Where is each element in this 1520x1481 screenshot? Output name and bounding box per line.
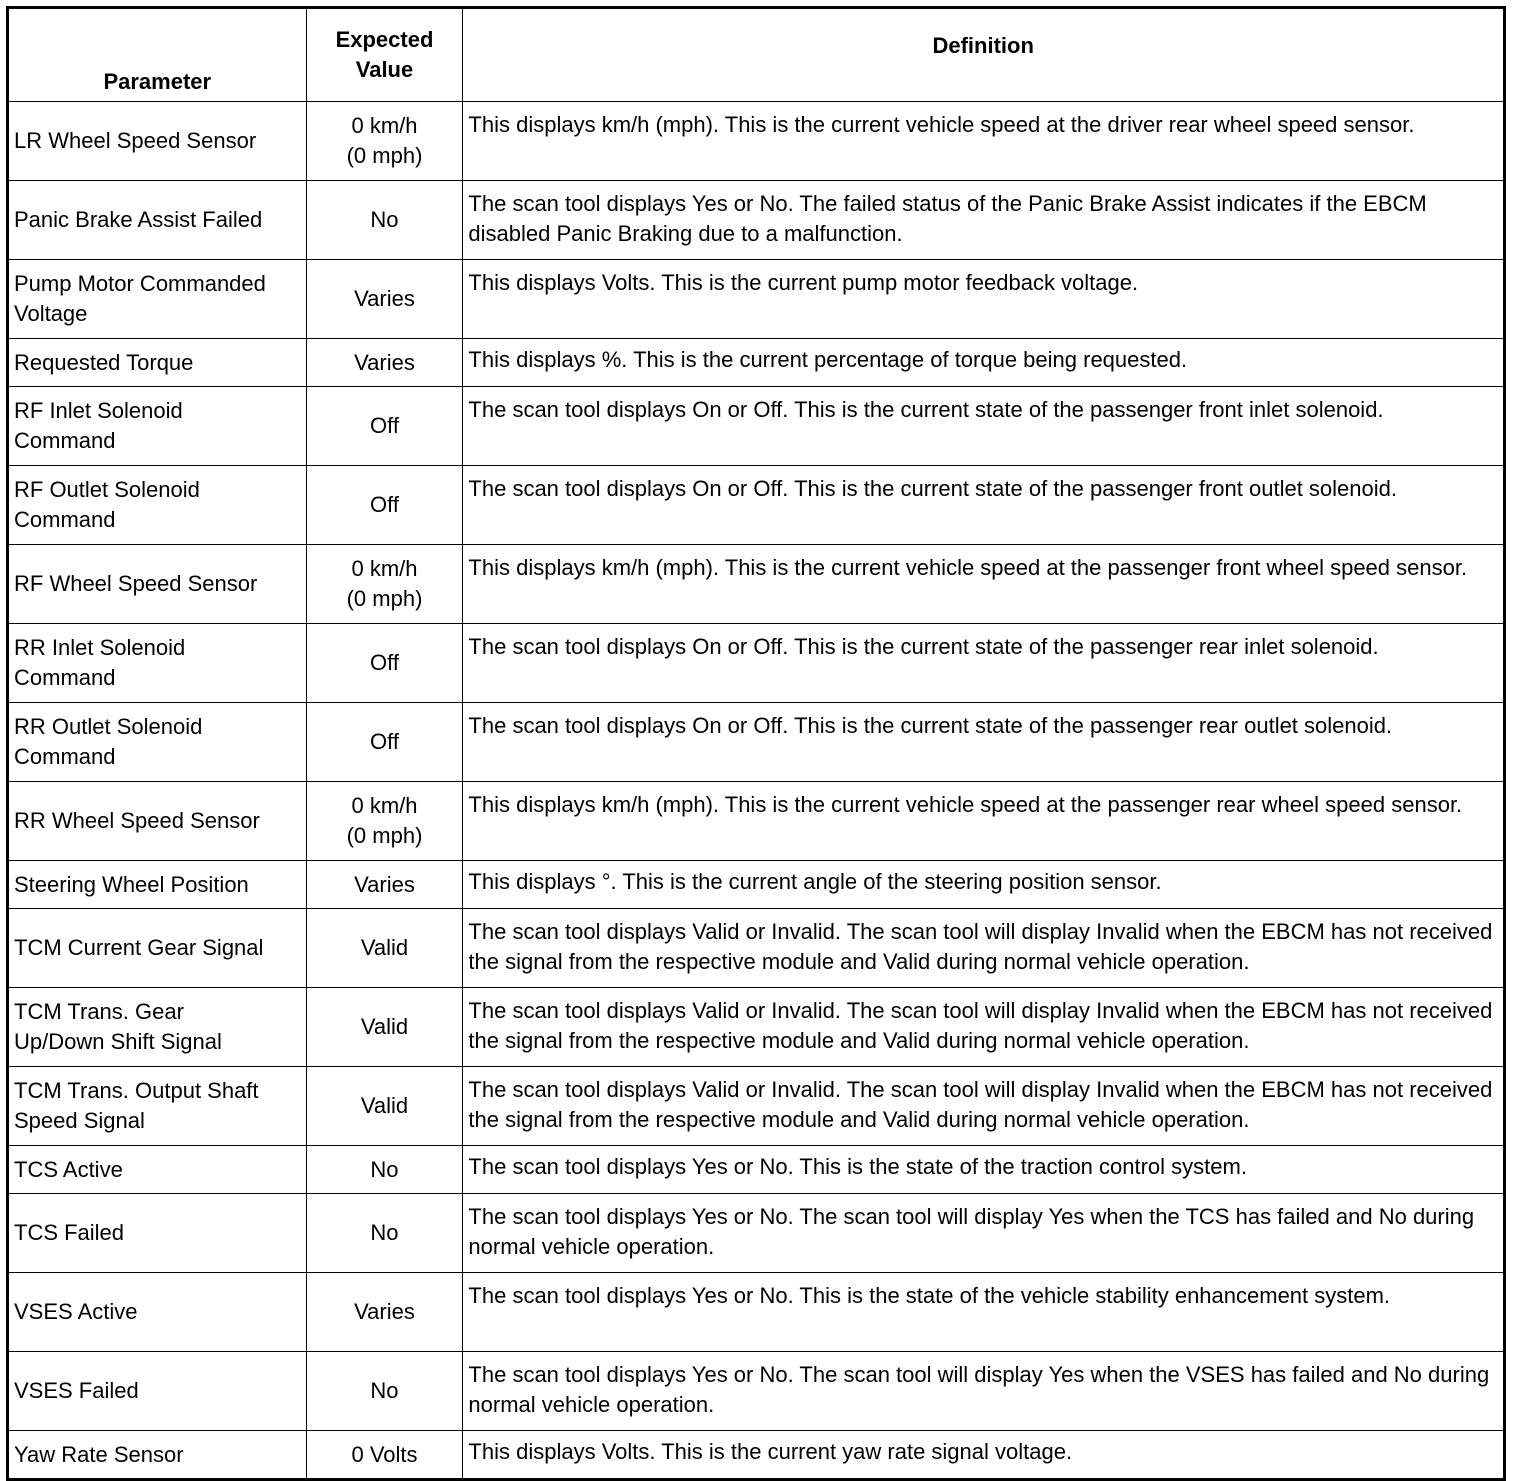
parameter-cell [8, 545, 307, 624]
table-row [8, 102, 1505, 181]
expected-value-cell-line: No [370, 1378, 399, 1403]
header-definition: Definition [463, 8, 1505, 102]
expected-value-cell [306, 703, 463, 782]
expected-value-cell [306, 1431, 463, 1480]
definition-cell: The scan tool displays On or Off. This is the current state of the passenger front inlet solenoid. [463, 387, 1505, 466]
definition-cell: The scan tool displays Yes or No. The failed status of the Panic Brake Assist indicates if the EBCM disabled Panic Braking due to a malfunction. [463, 181, 1505, 260]
table-row [8, 1067, 1505, 1146]
header-parameter: Parameter [8, 8, 307, 102]
parameter-cell [8, 260, 307, 339]
table-row [8, 466, 1505, 545]
definition-cell: The scan tool displays On or Off. This is the current state of the passenger rear outlet solenoid. [463, 703, 1505, 782]
table-row [8, 260, 1505, 339]
parameter-cell-line: Pump Motor Commanded [14, 271, 266, 296]
expected-value-cell [306, 545, 463, 624]
definition-cell: The scan tool displays Valid or Invalid. The scan tool will display Invalid when the EBCM has not received the signal from the respective module and Valid during normal vehicle operation. [463, 1067, 1505, 1146]
table-row [8, 703, 1505, 782]
table-row [8, 909, 1505, 988]
parameter-cell-line: Command [14, 665, 116, 690]
expected-value-cell-line: Off [370, 729, 399, 754]
parameter-cell [8, 1067, 307, 1146]
expected-value-cell-line: 0 km/h [351, 556, 418, 581]
expected-value-cell [306, 1146, 463, 1194]
expected-value-cell [306, 1194, 463, 1273]
parameter-cell [8, 1431, 307, 1480]
expected-value-cell-line: (0 mph) [346, 143, 423, 168]
definition-cell: This displays km/h (mph). This is the current vehicle speed at the driver rear wheel speed sensor. [463, 102, 1505, 181]
expected-value-cell-line: No [370, 207, 399, 232]
header-row [8, 8, 1505, 102]
definition-cell: This displays Volts. This is the current pump motor feedback voltage. [463, 260, 1505, 339]
parameter-cell-line: Panic Brake Assist Failed [14, 207, 263, 232]
parameter-cell-line: TCM Current Gear Signal [14, 935, 264, 960]
expected-value-cell [306, 102, 463, 181]
expected-value-cell [306, 339, 463, 387]
expected-value-cell [306, 181, 463, 260]
table-row [8, 782, 1505, 861]
parameter-cell-line: TCS Active [14, 1156, 123, 1182]
table-row [8, 624, 1505, 703]
table-row [8, 861, 1505, 909]
parameter-cell-line: RF Inlet Solenoid [14, 398, 183, 423]
definition-cell: The scan tool displays Valid or Invalid. The scan tool will display Invalid when the EBCM has not received the signal from the respective module and Valid during normal vehicle operation. [463, 988, 1505, 1067]
parameter-cell-line: Requested Torque [14, 349, 194, 375]
parameter-cell-line: Command [14, 428, 116, 453]
definition-cell: The scan tool displays On or Off. This is the current state of the passenger rear inlet solenoid. [463, 624, 1505, 703]
expected-value-cell [306, 909, 463, 988]
definition-cell: The scan tool displays On or Off. This is the current state of the passenger front outlet solenoid. [463, 466, 1505, 545]
definition-cell: The scan tool displays Yes or No. The scan tool will display Yes when the TCS has failed and No during normal vehicle operation. [463, 1194, 1505, 1273]
definition-cell: The scan tool displays Valid or Invalid. The scan tool will display Invalid when the EBCM has not received the signal from the respective module and Valid during normal vehicle operation. [463, 909, 1505, 988]
parameter-cell [8, 466, 307, 545]
table-row [8, 545, 1505, 624]
table-row [8, 1146, 1505, 1194]
expected-value-cell-line: Varies [354, 349, 415, 375]
definition-cell: The scan tool displays Yes or No. The scan tool will display Yes when the VSES has failed and No during normal vehicle operation. [463, 1352, 1505, 1431]
expected-value-cell-line: Valid [360, 1014, 409, 1039]
parameter-table [6, 6, 1506, 1481]
parameter-cell-line: Voltage [14, 301, 88, 326]
parameter-cell-line: RR Inlet Solenoid [14, 635, 186, 660]
expected-value-cell [306, 260, 463, 339]
table-row [8, 181, 1505, 260]
parameter-cell [8, 102, 307, 181]
table-row [8, 1352, 1505, 1431]
expected-value-cell [306, 1352, 463, 1431]
parameter-cell [8, 988, 307, 1067]
parameter-cell [8, 387, 307, 466]
expected-value-cell [306, 988, 463, 1067]
expected-value-cell [306, 387, 463, 466]
parameter-cell [8, 1146, 307, 1194]
parameter-cell [8, 861, 307, 909]
parameter-cell-line: Command [14, 507, 116, 532]
parameter-cell [8, 1352, 307, 1431]
parameter-cell-line: Up/Down Shift Signal [14, 1029, 222, 1054]
definition-cell: This displays °. This is the current angle of the steering position sensor. [463, 861, 1505, 909]
expected-value-cell-line: No [370, 1156, 399, 1182]
expected-value-cell [306, 782, 463, 861]
expected-value-cell-line: (0 mph) [346, 823, 423, 848]
parameter-cell-line: TCM Trans. Gear [14, 999, 184, 1024]
table-row [8, 1431, 1505, 1480]
expected-value-cell-line: Valid [360, 935, 409, 960]
table-row [8, 387, 1505, 466]
parameter-cell-line: Speed Signal [14, 1108, 145, 1133]
expected-value-cell [306, 1067, 463, 1146]
definition-cell: This displays %. This is the current percentage of torque being requested. [463, 339, 1505, 387]
parameter-cell-line: TCM Trans. Output Shaft [14, 1078, 259, 1103]
expected-value-cell [306, 466, 463, 545]
header-expected-line1: Expected [335, 27, 434, 52]
parameter-cell [8, 1194, 307, 1273]
table-row [8, 339, 1505, 387]
expected-value-cell [306, 861, 463, 909]
definition-cell: The scan tool displays Yes or No. This is the state of the traction control system. [463, 1146, 1505, 1194]
definition-cell: This displays Volts. This is the current yaw rate signal voltage. [463, 1431, 1505, 1480]
expected-value-cell-line: Off [370, 650, 399, 675]
expected-value-cell-line: (0 mph) [346, 586, 423, 611]
parameter-cell-line: VSES Failed [14, 1378, 139, 1403]
parameter-cell [8, 624, 307, 703]
parameter-cell-line: RF Outlet Solenoid [14, 477, 200, 502]
expected-value-cell-line: No [370, 1220, 399, 1245]
parameter-cell-line: RR Outlet Solenoid [14, 714, 203, 739]
definition-cell: This displays km/h (mph). This is the current vehicle speed at the passenger rear wheel speed sensor. [463, 782, 1505, 861]
expected-value-cell-line: 0 km/h [351, 793, 418, 818]
parameter-cell-line: RF Wheel Speed Sensor [14, 571, 258, 596]
expected-value-cell [306, 624, 463, 703]
definition-cell: The scan tool displays Yes or No. This is the state of the vehicle stability enhancement system. [463, 1273, 1505, 1352]
parameter-cell-line: Yaw Rate Sensor [14, 1441, 184, 1467]
table-row [8, 1194, 1505, 1273]
expected-value-cell-line: Valid [360, 1093, 409, 1118]
expected-value-cell-line: 0 Volts [351, 1441, 418, 1467]
parameter-cell [8, 181, 307, 260]
expected-value-cell-line: Varies [354, 286, 415, 311]
expected-value-cell-line: Varies [354, 1299, 415, 1324]
parameter-cell-line: Steering Wheel Position [14, 871, 249, 897]
parameter-cell [8, 909, 307, 988]
expected-value-cell-line: Off [370, 413, 399, 438]
expected-value-cell-line: Varies [354, 871, 415, 897]
header-expected-value [306, 8, 463, 102]
parameter-cell-line: RR Wheel Speed Sensor [14, 808, 260, 833]
parameter-cell [8, 782, 307, 861]
header-expected-line2: Value [355, 57, 414, 82]
parameter-cell [8, 703, 307, 782]
parameter-cell-line: VSES Active [14, 1299, 138, 1324]
parameter-cell [8, 339, 307, 387]
definition-cell: This displays km/h (mph). This is the current vehicle speed at the passenger front wheel speed sensor. [463, 545, 1505, 624]
parameter-cell-line: TCS Failed [14, 1220, 125, 1245]
table-row [8, 988, 1505, 1067]
parameter-cell-line: Command [14, 744, 116, 769]
parameter-cell-line: LR Wheel Speed Sensor [14, 128, 257, 153]
expected-value-cell-line: Off [370, 492, 399, 517]
expected-value-cell-line: 0 km/h [351, 113, 418, 138]
